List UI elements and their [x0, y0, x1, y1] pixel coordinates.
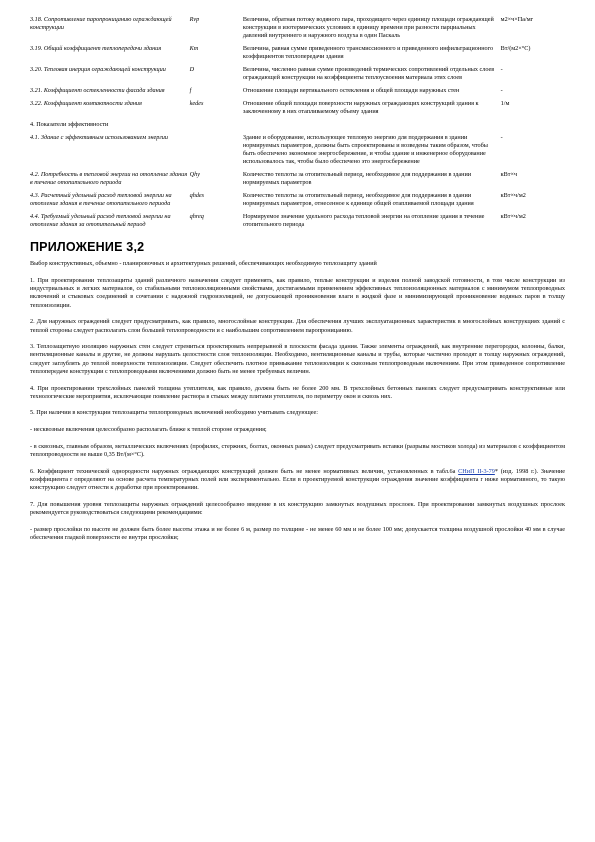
term-name: 3.20. Тепловая инерция ограждающей конструкции: [30, 66, 166, 73]
table-row: [30, 100, 565, 121]
paragraph: [30, 426, 565, 434]
table-row: [30, 171, 565, 192]
paragraph-text: 6. Коэффициент технической однородности наружных ограждающих конструкций должен быть не менее нормативных величин, установленных в табл.6а: [30, 467, 459, 475]
table-row: [30, 45, 565, 66]
paragraph-text: 7. Для повышения уровня теплозащиты наружных ограждений целесообразно введение в их конструкцию замкнутых воздушных прослоек. При проектировании замкнутых воздушных прослоек рекомендуется руководствоваться следующими рекомендациями:: [30, 500, 565, 517]
paragraph-text: 4. При проектировании трехслойных панелей толщина утеплителя, как правило, должна быть не более 200 мм. В трехслойных бетонных панелях следует предусматривать конструктивные или технологические мероприятия, исключающие появление раствора в стыках между плитами утеплителя, по периметру окон и сквозь них.: [30, 384, 565, 400]
paragraph-text: 2. Для наружных ограждений следует предусматривать, как правило, многослойные конструкции. Для обеспечения лучших эксплуатационных характеристик в многослойных конструкциях зданий с теплой стороны следует располагать слои большей теплопроводности и с наибольшим сопротивлением паропроницанию.: [30, 318, 565, 334]
paragraph: [30, 443, 565, 459]
paragraph: [30, 343, 565, 376]
paragraph-text: - несквозные включения целесообразно располагать ближе к теплой стороне ограждения;: [30, 426, 267, 434]
term-unit: м2×ч×Па/мг: [500, 16, 534, 23]
term-definition: Величина, обратная потоку водяного пара, проходящего через единицу площади ограждающей конструкции в изотермических условиях в единицу времени при разности парциальных давлений внутреннего и наружного воздуха в один Паскаль: [242, 16, 494, 39]
term-unit: Вт/(м2×°С): [500, 45, 531, 52]
term-symbol: f: [189, 87, 192, 94]
definitions-table: [30, 16, 565, 234]
term-symbol: qhreq: [189, 213, 204, 220]
term-name: 4.3. Расчетный удельный расход тепловой энергии на отопление здания в течение отопительного периода: [30, 192, 172, 207]
appendix-body: [30, 277, 565, 542]
table-row: [30, 16, 565, 45]
term-unit: кВт×ч: [500, 171, 518, 178]
paragraph-text: 5. При наличии в конструкции теплозащиты теплопроводных включений необходимо учитывать следующее:: [30, 409, 319, 417]
table-row: [30, 213, 565, 234]
paragraph: [30, 318, 565, 334]
document-link[interactable]: СНиП II-3-79: [458, 467, 495, 475]
appendix-heading: ПРИЛОЖЕНИЕ 3,2: [30, 240, 145, 254]
term-unit: -: [500, 66, 503, 73]
document-page: [30, 16, 565, 551]
term-symbol: Km: [189, 45, 199, 52]
paragraph-text: - в сквозных, главным образом, металлических включениях (профилях, стержнях, болтах, оконных рамах) следует предусматривать вставки (разрывы мостиков холода) из материалов с коэффициентом теплопроводности не выше 0,35 Вт/(м×°С).: [30, 442, 565, 459]
table-row: [30, 66, 565, 87]
term-symbol: [190, 134, 243, 171]
term-symbol: D: [189, 66, 195, 73]
term-name: 3.22. Коэффициент компактности здания: [30, 100, 142, 107]
paragraph: [30, 526, 565, 542]
paragraph-text: * (изд. 1998 г.). Значение коэффициента r определяют на основе расчета температурных полей или экспериментально. Если в проектируемой конструкции ограждения значение коэффициента r ниже нормативного, то такую конструкцию следует отнести к доработке при проектировании.: [30, 467, 565, 492]
term-name: 3.19. Общий коэффициент теплопередачи здания: [30, 45, 162, 52]
table-section-row: [30, 121, 565, 134]
term-unit: кВт×ч/м2: [500, 213, 526, 220]
term-definition: Величина, численно равная сумме произведений термических сопротивлений отдельных слоев ограждающей конструкции на коэффициенты теплоусвоения материала этих слоев: [242, 66, 495, 81]
paragraph: [30, 501, 565, 517]
paragraph: [30, 409, 565, 417]
term-definition: Количество теплоты за отопительный период, необходимое для поддержания в здании нормируемых параметров: [242, 171, 472, 186]
term-definition: Количество теплоты за отопительный период, необходимое для поддержания в здании нормируемых параметров, отнесенное к единице общей отапливаемой площади здания: [242, 192, 474, 207]
term-unit: -: [500, 87, 503, 94]
term-name: 4.4. Требуемый удельный расход тепловой энергии на отопление здания за отопительный период: [30, 213, 171, 228]
term-definition: Нормируемое значение удельного расхода тепловой энергии на отопление здания в течение отопительного периода: [242, 213, 485, 228]
table-row: [30, 192, 565, 213]
term-symbol: qhdes: [189, 192, 205, 199]
term-symbol: Qhy: [189, 171, 200, 178]
appendix-intro: Выбор конструктивных, объемно - планировочных и архитектурных решений, обеспечивающих необходимую теплозащиту зданий: [30, 260, 377, 267]
term-definition: Величина, равная сумме приведенного трансмиссионного и приведенного инфильтрационного коэффициентов теплопередачи здания: [242, 45, 494, 60]
term-unit: 1/м: [500, 100, 510, 107]
paragraph-text: - размер прослойки по высоте не должен быть более высоты этажа и не более 6 м, размер по толщине - не менее 60 мм и не более 100 мм; допускается толщина воздушной прослойки 40 мм в случае обеспечения гладкой поверхности ее внутри прослойки;: [30, 525, 565, 541]
term-symbol: kedes: [189, 100, 204, 107]
paragraph-text: 1. При проектировании теплозащиты зданий различного назначения следует применять, как правило, теплые конструкции и изделия полной заводской готовности, в том числе конструкции из индустриальных и легких материалов, со стабильными теплоизоляционными свойствами, достигаемыми применением эффективных теплоизоляционных материалов с минимумом теплопроводных включений и стыковых соединений в сочетании с надежной гидроизоляцией, не допускающей проникновения влаги в жидкой фазе и минимизирующей проникновение водяных паров в толщу теплоизоляции.: [30, 277, 565, 309]
term-unit: -: [500, 134, 503, 141]
term-symbol: Rvp: [189, 16, 200, 23]
paragraph: [30, 468, 565, 493]
term-name: 4. Показатели эффективности: [30, 121, 109, 128]
term-unit: кВт×ч/м2: [500, 192, 526, 199]
paragraph-text: 3. Теплозащитную изоляцию наружных стен следует стремиться проектировать непрерывной в плоскости фасада здания. Также элементы ограждений, как внутренние перегородки, колонны, балки, вентиляционные каналы и другие, не должны нарушать целостности слоя теплоизоляции. Необходимо, вентиляционные каналы и трубы, которые частично проходят в толщу наружных ограждений, следует заглублять до теплой поверхности теплоизоляции. Следует обеспечить плотное примыкание теплоизоляции к сквозным теплопроводным включениям. При этом приведенное сопротивление теплопередаче конструкции с теплопроводными включениями должно быть не менее требуемых величин.: [30, 343, 565, 375]
term-definition: Отношение общей площади поверхности наружных ограждающих конструкций здания к заключенному в них отапливаемому объему здания: [242, 100, 479, 115]
table-row: [30, 87, 565, 100]
paragraph: [30, 385, 565, 401]
term-name: 3.21. Коэффициент остекленности фасада здания: [30, 87, 165, 94]
table-row: [30, 134, 565, 171]
term-definition: Здание и оборудование, использующее тепловую энергию для поддержания в здании нормируемых параметров, должны быть спроектированы и возведены таким образом, чтобы быть обеспечено экономное энергосбережение, и чтобы здание и инженерное оборудование использовалось так, чтобы было обеспечено это энергосбережение: [242, 134, 488, 165]
term-name: 4.2. Потребность в тепловой энергии на отопление здания в течение отопительного периода: [30, 171, 188, 186]
term-name: 3.18. Сопротивление паропроницанию ограждающей конструкции: [30, 16, 172, 31]
term-definition: Отношение площади вертикального остекления и общей площади наружных стен: [242, 87, 460, 94]
paragraph: [30, 277, 565, 310]
term-name: 4.1. Здание с эффективным использованием энергии: [30, 134, 168, 141]
